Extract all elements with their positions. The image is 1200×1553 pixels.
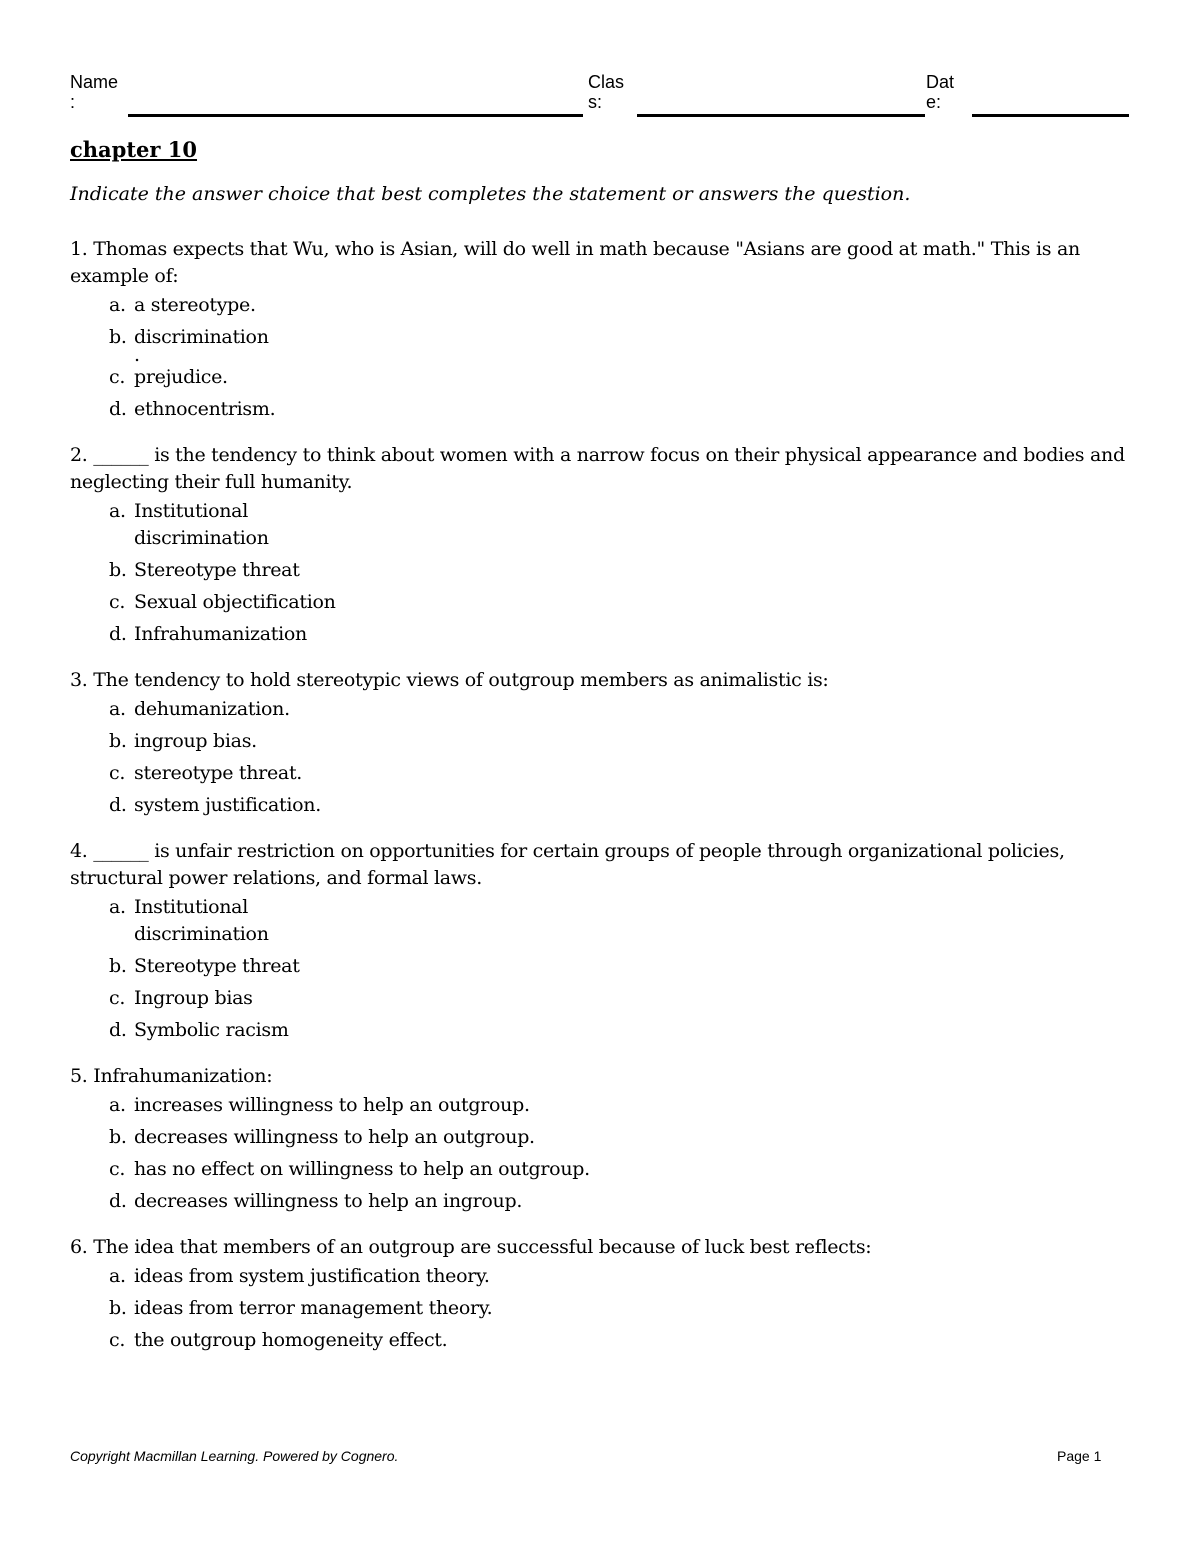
choice-b[interactable] xyxy=(109,1124,1132,1151)
page-number: Page 1 xyxy=(1057,1448,1102,1464)
choice-letter: c. xyxy=(109,366,126,388)
choice-letter: c. xyxy=(109,591,126,613)
choice-text: stereotype threat. xyxy=(134,762,303,784)
date-label-top: Dat xyxy=(926,72,955,92)
choice-text: has no effect on willingness to help an outgroup. xyxy=(134,1158,590,1180)
choice-text: Stereotype threat xyxy=(134,559,300,581)
choice-text: ingroup bias. xyxy=(134,730,257,752)
choice-text: decreases willingness to help an ingroup. xyxy=(134,1190,523,1212)
choice-letter: c. xyxy=(109,1329,126,1351)
choice-letter: a. xyxy=(109,294,126,316)
choice-text: Institutional discrimination xyxy=(134,500,269,549)
instructions: Indicate the answer choice that best completes the statement or answers the question. xyxy=(70,183,911,205)
question-4 xyxy=(70,838,1132,1044)
question-text: 6. The idea that members of an outgroup are successful because of luck best reflects: xyxy=(70,1236,872,1258)
question-text: 5. Infrahumanization: xyxy=(70,1065,273,1087)
choice-text: increases willingness to help an outgroup. xyxy=(134,1094,530,1116)
question-text: 1. Thomas expects that Wu, who is Asian, will do well in math because "Asians are good at math." This is an example of: xyxy=(70,238,1080,287)
question-text: 4. ______ is unfair restriction on opportunities for certain groups of people through organizational policies, structural power relations, and formal laws. xyxy=(70,840,1065,889)
name-label-bottom: : xyxy=(70,92,76,112)
copyright-notice: Copyright Macmillan Learning. Powered by Cognero. xyxy=(70,1448,399,1464)
choice-letter: a. xyxy=(109,698,126,720)
choice-letter: d. xyxy=(109,794,127,816)
chapter-title: chapter 10 xyxy=(70,137,198,162)
choice-d[interactable] xyxy=(109,621,1132,648)
choice-c[interactable] xyxy=(109,589,1132,616)
choice-text: the outgroup homogeneity effect. xyxy=(134,1329,448,1351)
choice-d[interactable] xyxy=(109,1017,1132,1044)
question-1 xyxy=(70,236,1132,423)
question-list xyxy=(70,236,1132,1373)
choice-a[interactable] xyxy=(109,696,1132,723)
choice-c[interactable] xyxy=(109,760,1132,787)
choice-letter: b. xyxy=(109,955,127,977)
choice-text: Ingroup bias xyxy=(134,987,253,1009)
choice-a[interactable] xyxy=(109,1092,1132,1119)
choice-letter: b. xyxy=(109,1297,127,1319)
choice-text: Symbolic racism xyxy=(134,1019,289,1041)
date-label-bottom: e: xyxy=(926,92,942,112)
choice-letter: b. xyxy=(109,326,127,348)
class-label-top: Clas xyxy=(588,72,625,92)
choice-text: ethnocentrism. xyxy=(134,398,276,420)
choice-text: Infrahumanization xyxy=(134,623,307,645)
choice-text: system justification. xyxy=(134,794,321,816)
choice-text: prejudice. xyxy=(134,366,228,388)
choice-text: dehumanization. xyxy=(134,698,290,720)
choice-letter: a. xyxy=(109,896,126,918)
choice-d[interactable] xyxy=(109,792,1132,819)
class-label xyxy=(588,72,624,112)
choice-text: decreases willingness to help an outgroup. xyxy=(134,1126,535,1148)
choice-a[interactable] xyxy=(109,894,1132,948)
choice-letter: c. xyxy=(109,987,126,1009)
choice-d[interactable] xyxy=(109,396,1132,423)
question-5 xyxy=(70,1063,1132,1215)
choice-text: ideas from terror management theory. xyxy=(134,1297,493,1319)
choice-letter: b. xyxy=(109,730,127,752)
question-text: 2. ______ is the tendency to think about women with a narrow focus on their physical appearance and bodies and neglecting their full humanity. xyxy=(70,444,1125,493)
choice-trailing-period: . xyxy=(134,344,140,366)
choice-text: a stereotype. xyxy=(134,294,256,316)
choice-b[interactable] xyxy=(109,1295,1132,1322)
question-6 xyxy=(70,1234,1132,1354)
choice-letter: c. xyxy=(109,762,126,784)
class-field[interactable] xyxy=(637,114,925,117)
choice-letter: b. xyxy=(109,559,127,581)
choice-b[interactable] xyxy=(109,728,1132,755)
choice-c[interactable] xyxy=(109,364,1132,391)
choice-letter: c. xyxy=(109,1158,126,1180)
choice-letter: d. xyxy=(109,398,127,420)
question-text: 3. The tendency to hold stereotypic views of outgroup members as animalistic is: xyxy=(70,669,829,691)
name-label-top: Name xyxy=(70,72,119,92)
question-3 xyxy=(70,667,1132,819)
choice-c[interactable] xyxy=(109,1327,1132,1354)
class-label-bottom: s: xyxy=(588,92,603,112)
choice-text: ideas from system justification theory. xyxy=(134,1265,490,1287)
choice-a[interactable] xyxy=(109,292,1132,319)
question-2 xyxy=(70,442,1132,648)
choice-text: Sexual objectification xyxy=(134,591,336,613)
date-label xyxy=(926,72,954,112)
choice-text: Stereotype threat xyxy=(134,955,300,977)
choice-d[interactable] xyxy=(109,1188,1132,1215)
choice-text: Institutional discrimination xyxy=(134,896,269,945)
name-field[interactable] xyxy=(128,114,583,117)
choice-letter: a. xyxy=(109,1265,126,1287)
choice-letter: b. xyxy=(109,1126,127,1148)
choice-a[interactable] xyxy=(109,1263,1132,1290)
choice-letter: d. xyxy=(109,623,127,645)
choice-letter: a. xyxy=(109,1094,126,1116)
choice-letter: a. xyxy=(109,500,126,522)
choice-text: discrimination xyxy=(134,326,269,348)
choice-letter: d. xyxy=(109,1190,127,1212)
choice-c[interactable] xyxy=(109,985,1132,1012)
choice-c[interactable] xyxy=(109,1156,1132,1183)
name-label xyxy=(70,72,118,112)
choice-letter: d. xyxy=(109,1019,127,1041)
choice-a[interactable] xyxy=(109,498,1132,552)
date-field[interactable] xyxy=(972,114,1129,117)
choice-b[interactable] xyxy=(109,953,1132,980)
choice-b[interactable] xyxy=(109,557,1132,584)
